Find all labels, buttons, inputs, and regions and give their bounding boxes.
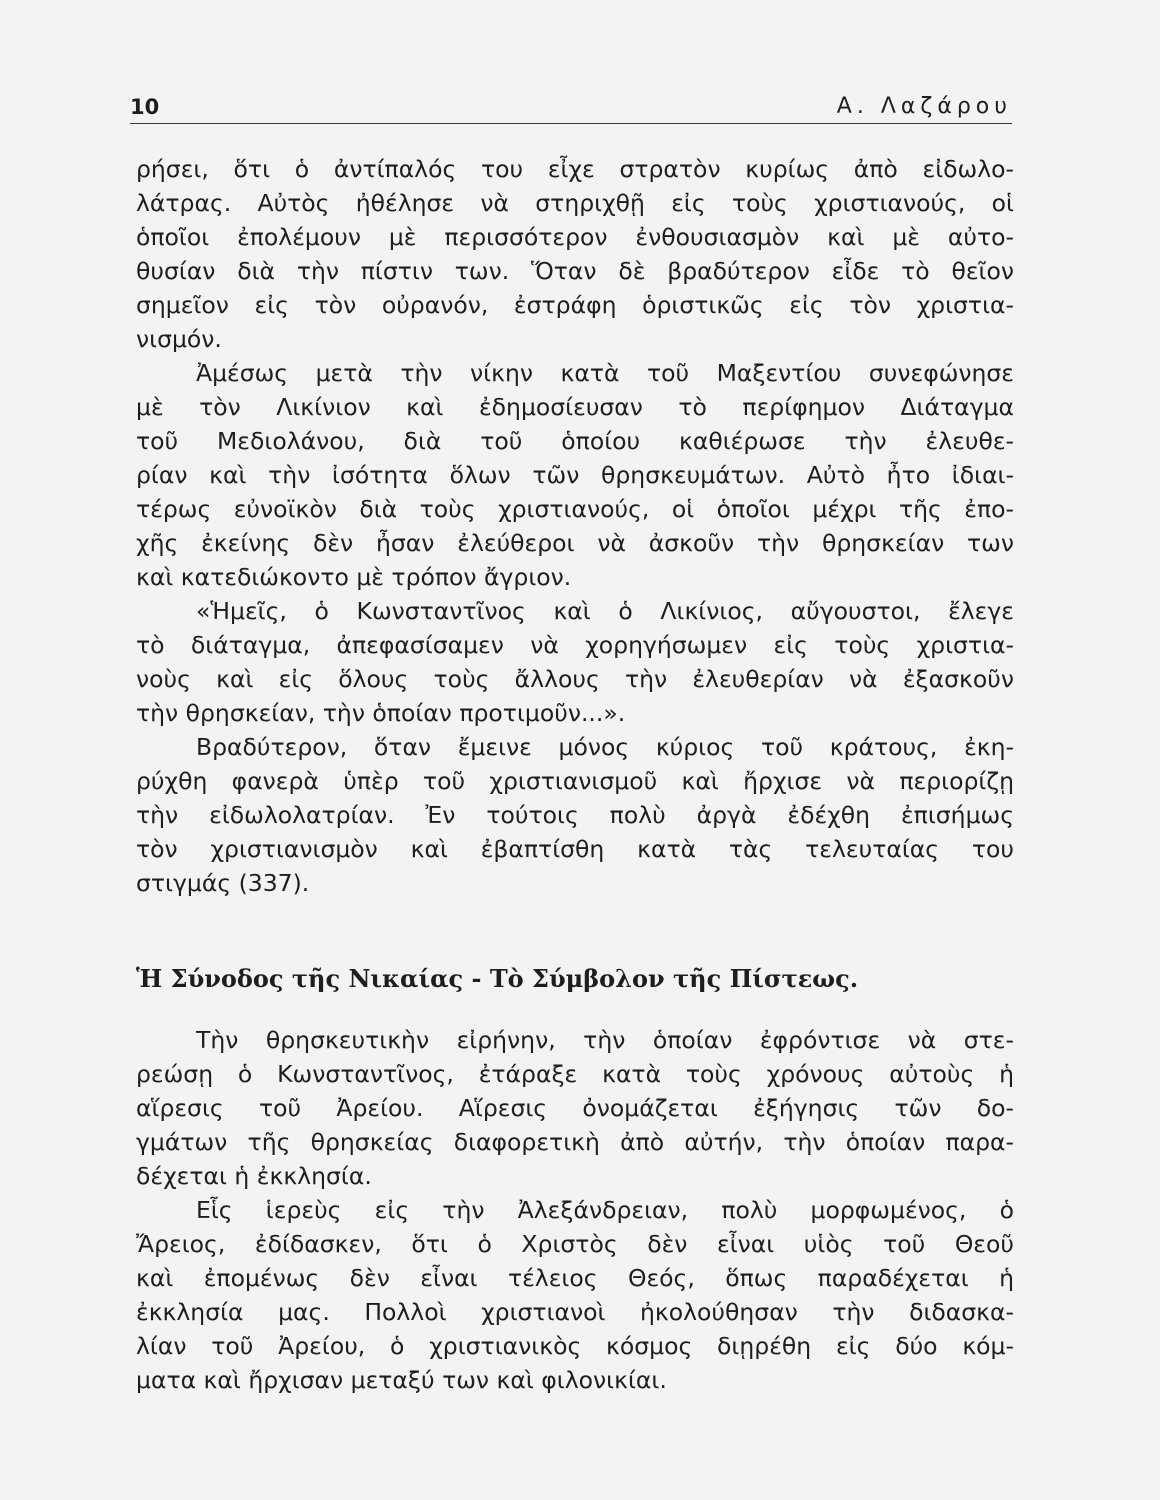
text-line: Ἀμέσως μετὰ τὴν νίκην κατὰ τοῦ Μαξεντίου συνεφώνησε (196, 359, 1014, 387)
running-head (130, 92, 1012, 122)
text-line: γμάτων τῆς θρησκείας διαφορετικὴ ἀπὸ αὐτήν, τὴν ὁποίαν παρα- (136, 1128, 1014, 1156)
text-line: τὸ διάταγμα, ἀπεφασίσαμεν νὰ χορηγήσωμεν εἰς τοὺς χριστια- (136, 631, 1014, 659)
text-line: δέχεται ἡ ἐκκλησία. (136, 1162, 372, 1190)
text-line: «Ἡμεῖς, ὁ Κωνσταντῖνος καὶ ὁ Λικίνιος, αὔγουστοι, ἔλεγε (196, 597, 1014, 625)
header-rule (130, 123, 1012, 124)
text-line: ρίαν καὶ τὴν ἰσότητα ὅλων τῶν θρησκευμάτων. Αὐτὸ ἦτο ἰδιαι- (136, 461, 1014, 489)
text-line: καὶ ἐπομένως δὲν εἶναι τέλειος Θεός, ὅπως παραδέχεται ἡ (136, 1264, 1014, 1292)
text-line: χῆς ἐκείνης δὲν ἦσαν ἐλεύθεροι νὰ ἀσκοῦν τὴν θρησκείαν των (136, 529, 1014, 557)
text-line: αἵρεσις τοῦ Ἀρείου. Αἵρεσις ὀνομάζεται ἐξήγησις τῶν δο- (136, 1094, 1014, 1122)
text-line: στιγμάς (337). (136, 869, 310, 897)
text-line: λίαν τοῦ Ἀρείου, ὁ χριστιανικὸς κόσμος διῃρέθη εἰς δύο κόμ- (136, 1332, 1014, 1360)
text-line: νισμόν. (136, 325, 222, 353)
text-line: ρήσει, ὅτι ὁ ἀντίπαλός του εἶχε στρατὸν κυρίως ἀπὸ εἰδωλο- (136, 155, 1014, 183)
text-line: Τὴν θρησκευτικὴν εἰρήνην, τὴν ὁποίαν ἐφρόντισε νὰ στε- (196, 1026, 1014, 1054)
text-line: σημεῖον εἰς τὸν οὐρανόν, ἐστράφη ὁριστικῶς εἰς τὸν χριστια- (136, 291, 1014, 319)
text-line: θυσίαν διὰ τὴν πίστιν των. Ὅταν δὲ βραδύτερον εἶδε τὸ θεῖον (136, 257, 1014, 285)
text-line: τὸν χριστιανισμὸν καὶ ἐβαπτίσθη κατὰ τὰς τελευταίας του (136, 835, 1014, 863)
text-line: μὲ τὸν Λικίνιον καὶ ἐδημοσίευσαν τὸ περίφημον Διάταγμα (136, 393, 1014, 421)
text-line: τέρως εὐνοϊκὸν διὰ τοὺς χριστιανούς, οἱ ὁποῖοι μέχρι τῆς ἐπο- (136, 495, 1014, 523)
text-line: Εἷς ἱερεὺς εἰς τὴν Ἀλεξάνδρειαν, πολὺ μορφωμένος, ὁ (196, 1196, 1014, 1224)
text-section-constantine (136, 152, 1014, 900)
text-section-arius (136, 1023, 1014, 1397)
page-number: 10 (130, 95, 160, 119)
text-line: Ἄρειος, ἐδίδασκεν, ὅτι ὁ Χριστὸς δὲν εἶναι υἱὸς τοῦ Θεοῦ (136, 1230, 1014, 1258)
text-line: ματα καὶ ἤρχισαν μεταξύ των καὶ φιλονικίαι. (136, 1366, 667, 1394)
text-line: ἐκκλησία μας. Πολλοὶ χριστιανοὶ ἠκολούθησαν τὴν διδασκα- (136, 1298, 1014, 1326)
text-line: καὶ κατεδιώκοντο μὲ τρόπον ἄγριον. (136, 563, 572, 591)
text-line: ρεώσῃ ὁ Κωνσταντῖνος, ἐτάραξε κατὰ τοὺς χρόνους αὐτοὺς ἡ (136, 1060, 1014, 1088)
text-line: ρύχθη φανερὰ ὑπὲρ τοῦ χριστιανισμοῦ καὶ ἤρχισε νὰ περιορίζῃ (136, 767, 1014, 795)
text-line: ὁποῖοι ἐπολέμουν μὲ περισσότερον ἐνθουσιασμὸν καὶ μὲ αὐτο- (136, 223, 1014, 251)
text-line: νοὺς καὶ εἰς ὅλους τοὺς ἄλλους τὴν ἐλευθερίαν νὰ ἐξασκοῦν (136, 665, 1014, 693)
text-line: τὴν θρησκείαν, τὴν ὁποίαν προτιμοῦν...». (136, 699, 626, 727)
text-line: λάτρας. Αὐτὸς ἠθέλησε νὰ στηριχθῇ εἰς τοὺς χριστιανούς, οἱ (136, 189, 1014, 217)
text-line: τὴν εἰδωλολατρίαν. Ἐν τούτοις πολὺ ἀργὰ ἐδέχθη ἐπισήμως (136, 801, 1014, 829)
text-line: Βραδύτερον, ὅταν ἔμεινε μόνος κύριος τοῦ κράτους, ἐκη- (196, 733, 1014, 761)
author-name: Α. Λαζάρου (836, 94, 1012, 119)
text-line: τοῦ Μεδιολάνου, διὰ τοῦ ὁποίου καθιέρωσε τὴν ἐλευθε- (136, 427, 1014, 455)
section-heading: Ἡ Σύνοδος τῆς Νικαίας - Τὸ Σύμβολον τῆς Πίστεως. (136, 964, 859, 993)
